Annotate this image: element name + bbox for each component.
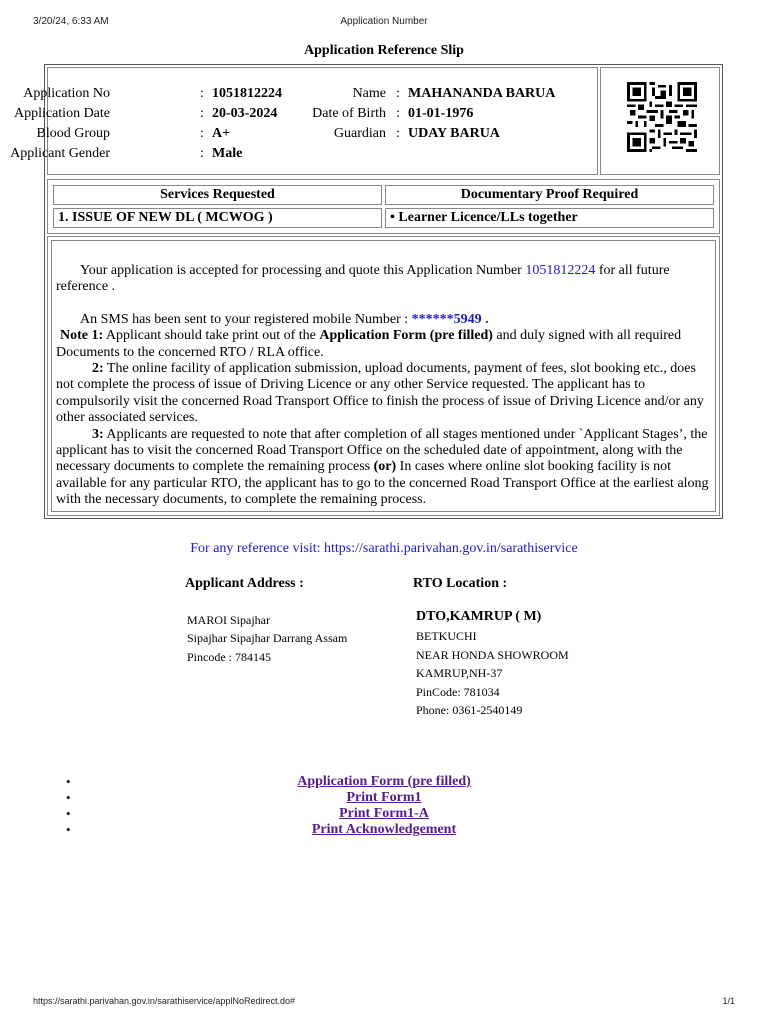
name-label: Name: [352, 86, 386, 101]
colon: :: [200, 146, 204, 161]
print-url: https://sarathi.parivahan.gov.in/sarathiservice/applNoRedirect.do#: [33, 996, 295, 1006]
acceptance-paragraph: [56, 263, 711, 296]
proof-cell: • Learner Licence/LLs together: [385, 208, 714, 228]
rto-line-3: KAMRUP,NH-37: [416, 666, 503, 680]
note-1-bold-text: Application Form (pre filled): [319, 328, 493, 344]
note-2-label: 2:: [92, 361, 104, 377]
dob-label: Date of Birth: [312, 106, 386, 121]
applicant-gender-label: Applicant Gender: [10, 146, 110, 161]
colon: :: [200, 106, 204, 121]
service-cell: 1. ISSUE OF NEW DL ( MCWOG ): [53, 208, 382, 228]
guardian-label: Guardian: [333, 126, 386, 141]
dob-value: 01-01-1976: [408, 106, 474, 121]
action-links-list: [0, 774, 768, 838]
colon: :: [396, 106, 400, 121]
print-page-title: Application Number: [340, 16, 428, 27]
acceptance-text-end: for all future reference .: [56, 263, 670, 295]
colon: :: [200, 126, 204, 141]
note-2: [56, 361, 711, 427]
documentary-proof-header: Documentary Proof Required: [385, 185, 714, 205]
application-no-value: 1051812224: [212, 86, 282, 101]
rto-name: DTO,KAMRUP ( M): [416, 609, 542, 624]
rto-line-1: BETKUCHI: [416, 629, 477, 643]
address-pincode: Pincode : 784145: [187, 650, 271, 664]
print-acknowledgement-link[interactable]: Print Acknowledgement: [311, 822, 457, 837]
rto-pincode: PinCode: 781034: [416, 685, 500, 699]
services-section: [47, 179, 720, 234]
note-1-label: Note 1:: [60, 328, 104, 344]
notes-content: [51, 240, 716, 512]
notes-section: [47, 236, 720, 516]
guardian-value: UDAY BARUA: [408, 126, 500, 141]
blood-group-label: Blood Group: [36, 126, 110, 141]
acceptance-text: Your application is accepted for processing and quote this Application Number: [80, 263, 526, 278]
sms-paragraph: [56, 312, 711, 328]
print-page-count: 1/1: [722, 996, 735, 1006]
address-line-1: MAROI Sipajhar: [187, 613, 270, 627]
table-row: [53, 208, 714, 228]
name-value: MAHANANDA BARUA: [408, 86, 556, 101]
rto-phone: Phone: 0361-2540149: [416, 703, 523, 717]
acceptance-app-number: 1051812224: [525, 263, 596, 278]
application-form-link[interactable]: Application Form (pre filled): [297, 774, 471, 789]
address-line-2: Sipajhar Sipajhar Darrang Assam: [187, 631, 348, 645]
note-1-text-end: and duly signed with all required Documents to the concerned RTO / RLA office.: [56, 328, 682, 360]
print-datetime: 3/20/24, 6:33 AM: [33, 16, 109, 27]
colon: :: [200, 86, 204, 101]
print-form1-link[interactable]: Print Form1: [346, 790, 422, 805]
blood-group-value: A+: [212, 126, 231, 141]
sms-mobile-number: ******5949 .: [411, 311, 489, 327]
applicant-address-heading: Applicant Address :: [185, 576, 304, 591]
slip-container: [10, 64, 723, 519]
qr-code-box: [600, 67, 720, 175]
colon: :: [396, 86, 400, 101]
bullet: •: [66, 774, 71, 789]
bullet: •: [66, 806, 71, 821]
services-header-row: [53, 185, 714, 205]
note-1-text: Applicant should take print out of the: [103, 328, 320, 344]
services-requested-header: Services Requested: [53, 185, 382, 205]
applicant-details: [10, 67, 598, 175]
application-date-label: Application Date: [13, 106, 110, 121]
bullet: •: [66, 790, 71, 805]
note-3-text: Applicants are requested to note that after completion of all stages mentioned under `Applicant Stages’, the applicant has to visit the concerned Road Transport Office on the scheduled date of appointment, along with the necessary documents to complete the remaining process: [56, 426, 708, 475]
note-3: [56, 427, 711, 509]
note-3-text-end: In cases where online slot booking facility is not available for any particular RTO, the applicant has to go to the concerned Road Transport Office at the earliest along with the necessary documents, to complete the remaining process.: [56, 459, 709, 508]
note-3-label: 3:: [92, 426, 104, 442]
services-table: [50, 182, 717, 231]
colon: :: [396, 126, 400, 141]
list-item: [0, 822, 768, 838]
list-item: [0, 806, 768, 822]
application-no-label: Application No: [23, 86, 110, 101]
reference-link-text: For any reference visit: https://sarathi.parivahan.gov.in/sarathiservice: [190, 541, 578, 556]
slip-title: Application Reference Slip: [304, 43, 464, 58]
note-3-or: (or): [373, 459, 397, 475]
print-form1a-link[interactable]: Print Form1-A: [339, 806, 429, 821]
note-2-text: The online facility of application submission, upload documents, payment of fees, slot booking etc., does not complete the process of issue of Driving Licence or any other Service requested. The applicant has to compulsorily visit the concerned Road Transport Office to finish the process of issue of Driving Licence and/or any other associated services.: [56, 361, 704, 426]
list-item: [0, 790, 768, 806]
bullet: •: [66, 822, 71, 837]
applicant-gender-value: Male: [212, 146, 243, 161]
rto-location-heading: RTO Location :: [413, 576, 508, 591]
list-item: [0, 774, 768, 790]
application-date-value: 20-03-2024: [212, 106, 278, 121]
applicant-info-section: [10, 65, 722, 177]
rto-line-2: NEAR HONDA SHOWROOM: [416, 648, 569, 662]
sms-text: An SMS has been sent to your registered mobile Number :: [80, 311, 412, 327]
qr-code-icon: [627, 82, 697, 152]
note-1: [56, 328, 711, 361]
